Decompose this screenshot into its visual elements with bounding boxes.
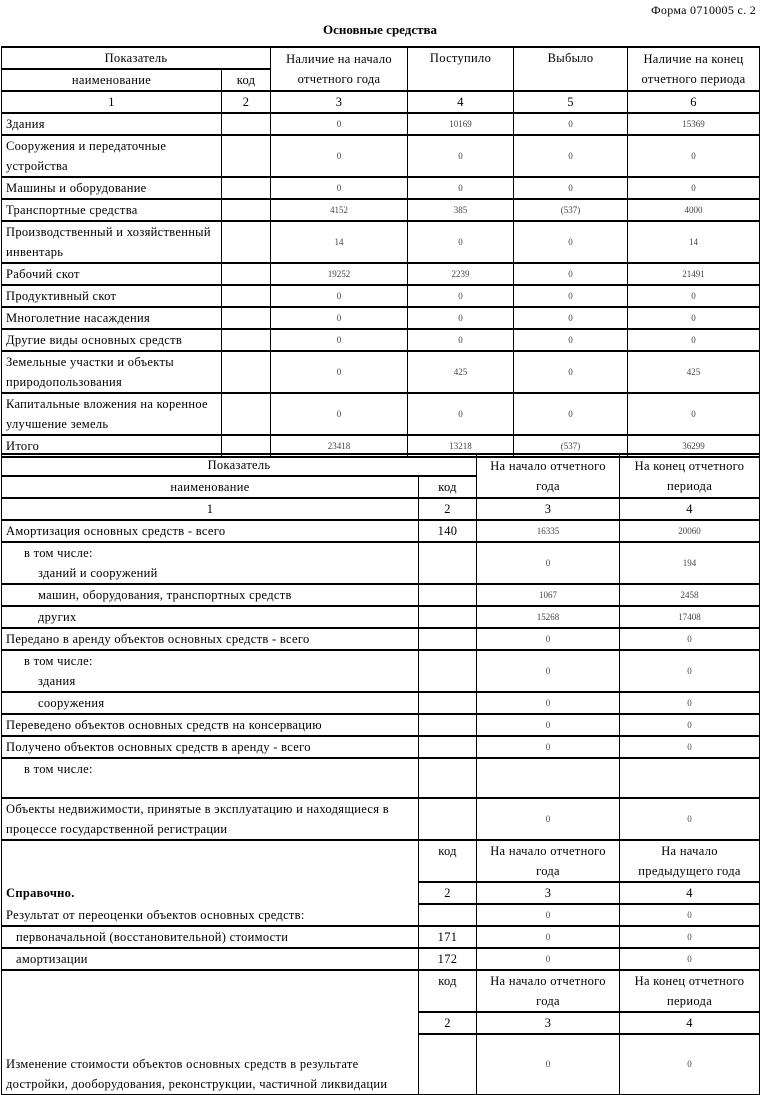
row-code xyxy=(419,650,477,692)
header-start: На начало отчетного года xyxy=(477,454,620,498)
header-end: На конец отчетного периода xyxy=(620,454,760,498)
page-title: Основные средства xyxy=(322,22,438,37)
col-num: 4 xyxy=(620,882,760,904)
row-in: 0 xyxy=(408,393,514,435)
row-end: 194 xyxy=(620,542,760,584)
row-end: 36299 xyxy=(628,435,760,457)
row-code xyxy=(222,263,271,285)
fixed-assets-table xyxy=(1,46,760,458)
row-code xyxy=(419,692,477,714)
row-start: 0 xyxy=(271,177,408,199)
col-num: 1 xyxy=(2,91,222,113)
row-out: 0 xyxy=(514,393,628,435)
row-prev: 0 xyxy=(620,948,760,970)
row-code: 172 xyxy=(419,948,477,970)
header-code: код xyxy=(222,69,271,91)
row-start: 19252 xyxy=(271,263,408,285)
row-name: Итого xyxy=(2,435,222,457)
table-row xyxy=(2,177,760,199)
row-start: 0 xyxy=(477,798,620,840)
row-name: сооружения xyxy=(2,692,419,714)
header-start: Наличие на начало отчетного года xyxy=(271,47,408,91)
row-start: 0 xyxy=(271,329,408,351)
row-end: 0 xyxy=(628,177,760,199)
row-name: Машины и оборудование xyxy=(2,177,222,199)
row-out: (537) xyxy=(514,199,628,221)
row-start: 0 xyxy=(477,692,620,714)
row-name: Рабочий скот xyxy=(2,263,222,285)
row-end: 20060 xyxy=(620,520,760,542)
ref-blank xyxy=(2,840,419,882)
col-num: 3 xyxy=(477,882,620,904)
row-out: 0 xyxy=(514,113,628,135)
table-row xyxy=(2,393,760,435)
row-start: 0 xyxy=(477,628,620,650)
row-name: Переведено объектов основных средств на консервацию xyxy=(2,714,419,736)
row-out: 0 xyxy=(514,307,628,329)
row-start: 0 xyxy=(477,926,620,948)
row-out: 0 xyxy=(514,221,628,263)
row-end xyxy=(620,758,760,798)
table-row xyxy=(2,135,760,177)
row-name: Многолетние насаждения xyxy=(2,307,222,329)
table-row xyxy=(2,221,760,263)
row-code xyxy=(419,542,477,584)
row-in: 0 xyxy=(408,329,514,351)
header-name: наименование xyxy=(2,476,419,498)
row-in: 10169 xyxy=(408,113,514,135)
col-num: 2 xyxy=(419,1012,477,1034)
row-name: Здания xyxy=(2,113,222,135)
row-start: 0 xyxy=(477,542,620,584)
change-name: Изменение стоимости объектов основных средств в результате достройки, дооборудования, реконструкции, частичной ликвидации xyxy=(2,1034,419,1094)
row-start: 16335 xyxy=(477,520,620,542)
header-code: код xyxy=(419,476,477,498)
row-code xyxy=(419,736,477,758)
row-end: 0 xyxy=(620,798,760,840)
col-num: 4 xyxy=(620,498,760,520)
row-name: Амортизация основных средств - всего xyxy=(2,520,419,542)
row-start: 0 xyxy=(477,904,620,926)
row-end: 0 xyxy=(628,393,760,435)
row-code xyxy=(419,714,477,736)
ref-header-code: код xyxy=(419,840,477,882)
row-code xyxy=(419,904,477,926)
row-end: 0 xyxy=(620,650,760,692)
row-code: 140 xyxy=(419,520,477,542)
row-code xyxy=(419,584,477,606)
row-end: 0 xyxy=(620,736,760,758)
row-in: 0 xyxy=(408,285,514,307)
row-start: 4152 xyxy=(271,199,408,221)
row-code xyxy=(419,628,477,650)
row-code: 171 xyxy=(419,926,477,948)
ref-reval: Результат от переоценки объектов основных средств: xyxy=(2,904,419,926)
ref-header-start: На начало отчетного года xyxy=(477,840,620,882)
row-out: 0 xyxy=(514,285,628,307)
table-row xyxy=(2,351,760,393)
row-end: 0 xyxy=(628,307,760,329)
row-start: 0 xyxy=(271,113,408,135)
ref-title: Справочно. xyxy=(2,882,419,904)
row-code xyxy=(222,199,271,221)
row-name: Другие виды основных средств xyxy=(2,329,222,351)
row-in: 0 xyxy=(408,177,514,199)
col-num: 1 xyxy=(2,498,419,520)
row-incl: в том числе: xyxy=(24,654,93,668)
row-start: 0 xyxy=(271,135,408,177)
row-name: Капитальные вложения на коренное улучшение земель xyxy=(2,393,222,435)
row-name: Получено объектов основных средств в аренду - всего xyxy=(2,736,419,758)
row-start: 1067 xyxy=(477,584,620,606)
row-code xyxy=(222,393,271,435)
row-name: Объекты недвижимости, принятые в эксплуатацию и находящиеся в процессе государственной регистрации xyxy=(2,798,419,840)
row-start: 0 xyxy=(477,736,620,758)
row-prev: 0 xyxy=(620,926,760,948)
row-in: 0 xyxy=(408,221,514,263)
row-prev: 0 xyxy=(620,904,760,926)
change-blank xyxy=(2,1012,419,1034)
header-name: наименование xyxy=(2,69,222,91)
row-name: Сооружения и передаточные устройства xyxy=(2,135,222,177)
col-num: 6 xyxy=(628,91,760,113)
row-out: 0 xyxy=(514,135,628,177)
col-num: 3 xyxy=(477,1012,620,1034)
row-start: 0 xyxy=(477,714,620,736)
row-code xyxy=(222,285,271,307)
ref-header-prev: На начало предыдущего года xyxy=(620,840,760,882)
header-indicator: Показатель xyxy=(2,47,271,69)
change-header-start: На начало отчетного года xyxy=(477,970,620,1012)
row-name: амортизации xyxy=(2,948,419,970)
row-code xyxy=(222,351,271,393)
row-name: машин, оборудования, транспортных средств xyxy=(2,584,419,606)
row-start xyxy=(477,758,620,798)
row-end: 0 xyxy=(628,329,760,351)
row-start: 0 xyxy=(271,285,408,307)
row-name: других xyxy=(2,606,419,628)
change-blank xyxy=(2,970,419,1012)
row-name: здания xyxy=(38,674,76,688)
row-end: 21491 xyxy=(628,263,760,285)
row-in: 425 xyxy=(408,351,514,393)
row-end: 425 xyxy=(628,351,760,393)
row-code xyxy=(222,329,271,351)
change-header-code: код xyxy=(419,970,477,1012)
row-out: 0 xyxy=(514,263,628,285)
row-start: 0 xyxy=(271,307,408,329)
row-code xyxy=(419,798,477,840)
row-name: Производственный и хозяйственный инвентарь xyxy=(2,221,222,263)
row-end: 4000 xyxy=(628,199,760,221)
row-code xyxy=(222,113,271,135)
row-code xyxy=(222,177,271,199)
row-start: 0 xyxy=(477,948,620,970)
header-indicator: Показатель xyxy=(2,454,477,476)
table-row xyxy=(2,263,760,285)
row-end: 0 xyxy=(620,692,760,714)
row-name: Передано в аренду объектов основных средств - всего xyxy=(2,628,419,650)
header-end: Наличие на конец отчетного периода xyxy=(628,47,760,91)
row-name: зданий и сооружений xyxy=(38,566,158,580)
row-end: 15369 xyxy=(628,113,760,135)
header-in: Поступило xyxy=(408,47,514,91)
row-start: 0 xyxy=(271,351,408,393)
row-name: Земельные участки и объекты природопользования xyxy=(2,351,222,393)
table-row xyxy=(2,285,760,307)
row-start: 15268 xyxy=(477,606,620,628)
row-end: 17408 xyxy=(620,606,760,628)
row-end: 14 xyxy=(628,221,760,263)
row-out: 0 xyxy=(514,177,628,199)
col-num: 4 xyxy=(408,91,514,113)
col-num: 3 xyxy=(477,498,620,520)
table-row xyxy=(2,307,760,329)
row-code xyxy=(419,606,477,628)
row-end: 2458 xyxy=(620,584,760,606)
row-end: 0 xyxy=(620,1034,760,1094)
row-code xyxy=(222,307,271,329)
row-code xyxy=(222,135,271,177)
header-out: Выбыло xyxy=(514,47,628,91)
row-out: 0 xyxy=(514,329,628,351)
row-code xyxy=(222,221,271,263)
row-end: 0 xyxy=(628,285,760,307)
col-num: 2 xyxy=(419,882,477,904)
col-num: 4 xyxy=(620,1012,760,1034)
row-start: 0 xyxy=(271,393,408,435)
row-out: (537) xyxy=(514,435,628,457)
table-row xyxy=(2,329,760,351)
row-in: 0 xyxy=(408,307,514,329)
row-out: 0 xyxy=(514,351,628,393)
row-in: 2239 xyxy=(408,263,514,285)
row-end: 0 xyxy=(620,628,760,650)
row-start: 0 xyxy=(477,650,620,692)
row-code xyxy=(419,1034,477,1094)
row-code xyxy=(419,758,477,798)
col-num: 2 xyxy=(419,498,477,520)
col-num: 5 xyxy=(514,91,628,113)
row-name: Продуктивный скот xyxy=(2,285,222,307)
row-incl: в том числе: xyxy=(24,546,93,560)
row-incl: в том числе: xyxy=(2,758,419,798)
depreciation-table xyxy=(1,453,760,1095)
row-name: Транспортные средства xyxy=(2,199,222,221)
table-row xyxy=(2,113,760,135)
row-name: первоначальной (восстановительной) стоимости xyxy=(2,926,419,948)
row-in: 0 xyxy=(408,135,514,177)
col-num: 3 xyxy=(271,91,408,113)
table-row xyxy=(2,199,760,221)
form-number: Форма 0710005 с. 2 xyxy=(651,3,756,17)
change-header-end: На конец отчетного периода xyxy=(620,970,760,1012)
row-in: 385 xyxy=(408,199,514,221)
col-num: 2 xyxy=(222,91,271,113)
row-start: 0 xyxy=(477,1034,620,1094)
row-end: 0 xyxy=(628,135,760,177)
row-end: 0 xyxy=(620,714,760,736)
row-in: 13218 xyxy=(408,435,514,457)
row-start: 23418 xyxy=(271,435,408,457)
row-start: 14 xyxy=(271,221,408,263)
